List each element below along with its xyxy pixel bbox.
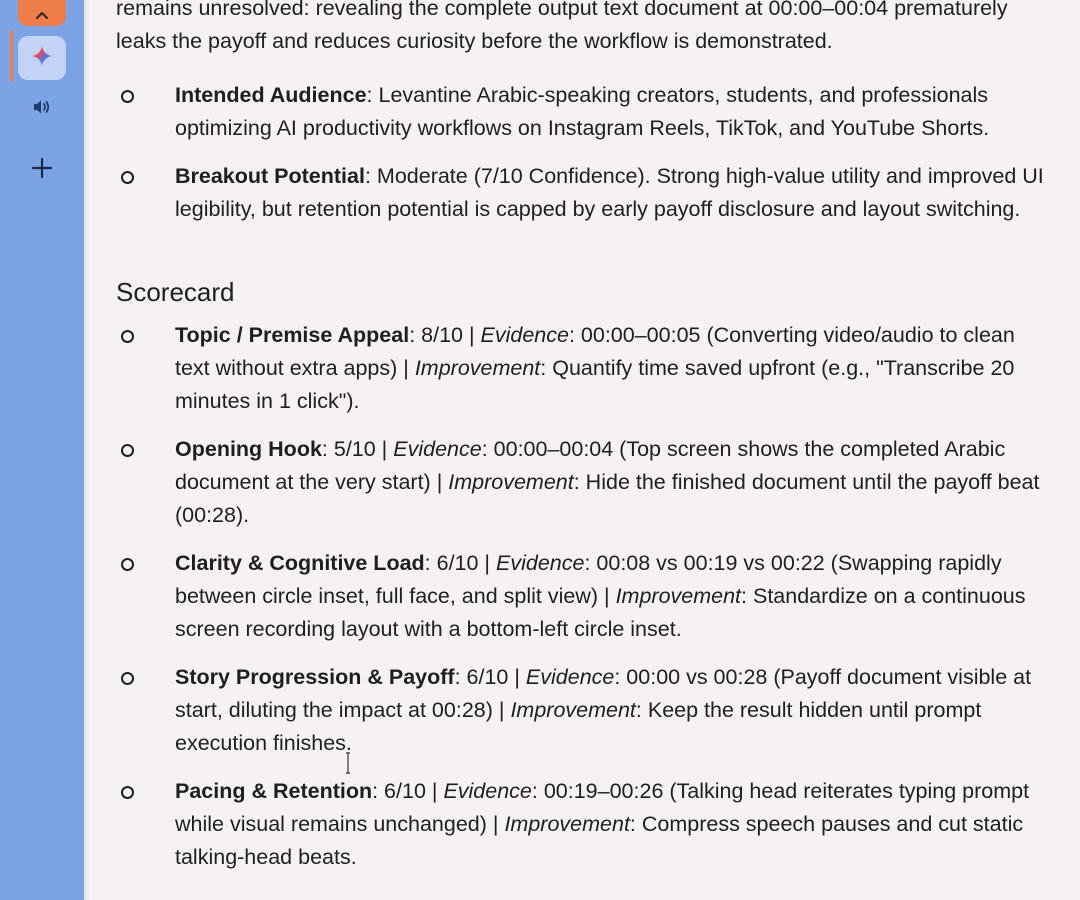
item-improvement: : Compress speech pauses and cut static talking-head beats. bbox=[175, 812, 1024, 869]
gemini-button[interactable] bbox=[18, 36, 66, 80]
item-evidence: : 00:19–00:26 (Talking head reiterates typing prompt while visual remains unchanged) | bbox=[175, 779, 1030, 836]
item-text: Levantine Arabic-speaking creators, students, and professionals optimizing AI productivity workflows on Instagram Reels, TikTok, and YouTube Shorts. bbox=[175, 83, 990, 140]
intro-paragraph: remains unresolved: revealing the complete output text document at 00:00–00:04 prematurely leaks the payoff and reduces curiosity before the workflow is demonstrated. bbox=[116, 0, 1008, 53]
evidence-label: Evidence bbox=[393, 437, 482, 461]
improvement-label: Improvement bbox=[504, 812, 630, 836]
list-item bbox=[116, 79, 1046, 145]
bullet-circle-icon bbox=[121, 444, 134, 457]
item-evidence: : 00:00–00:04 (Top screen shows the completed Arabic document at the very start) | bbox=[175, 437, 1006, 494]
list-item bbox=[116, 433, 1046, 532]
response-content bbox=[116, 0, 1046, 889]
item-evidence: : 00:00–00:05 (Converting video/audio to clean text without extra apps) | bbox=[175, 323, 1015, 380]
improvement-label: Improvement bbox=[448, 470, 574, 494]
item-score: : 6/10 | bbox=[454, 665, 526, 689]
improvement-label: Improvement bbox=[615, 584, 742, 608]
item-label: Topic / Premise Appeal bbox=[175, 323, 410, 347]
add-button[interactable] bbox=[27, 155, 57, 185]
item-evidence: : 00:00 vs 00:28 (Payoff document visible at start, diluting the impact at 00:28) | bbox=[175, 665, 1032, 722]
bullet-circle-icon bbox=[121, 171, 134, 184]
item-text: Moderate (7/10 Confidence). Strong high-value utility and improved UI legibility, but retention potential is capped by early payoff disclosure and layout switching. bbox=[175, 164, 1044, 221]
speaker-icon bbox=[32, 98, 52, 121]
list-item bbox=[116, 160, 1046, 226]
item-label: Intended Audience bbox=[175, 83, 367, 107]
bullet-circle-icon bbox=[121, 672, 134, 685]
item-label: Breakout Potential bbox=[175, 164, 365, 188]
item-label: Clarity & Cognitive Load bbox=[175, 551, 425, 575]
item-score: : 5/10 | bbox=[321, 437, 394, 461]
item-label: Pacing & Retention bbox=[175, 779, 373, 803]
audio-button[interactable] bbox=[29, 98, 55, 120]
evidence-label: Evidence bbox=[480, 323, 569, 347]
text-cursor-icon bbox=[345, 752, 351, 774]
item-separator: : bbox=[364, 164, 377, 188]
sparkle-icon bbox=[31, 45, 53, 72]
plus-icon bbox=[31, 157, 53, 184]
list-item bbox=[116, 775, 1046, 874]
item-improvement: : Standardize on a continuous screen recording layout with a bottom-left circle inset. bbox=[175, 584, 1026, 641]
item-improvement: : Quantify time saved upfront (e.g., "Transcribe 20 minutes in 1 click"). bbox=[175, 356, 1015, 413]
chevron-up-icon bbox=[35, 10, 49, 20]
bullet-circle-icon bbox=[121, 786, 134, 799]
item-evidence: : 00:08 vs 00:19 vs 00:22 (Swapping rapidly between circle inset, full face, and split view) | bbox=[175, 551, 1002, 608]
evidence-label: Evidence bbox=[496, 551, 585, 575]
item-score: : 6/10 | bbox=[372, 779, 444, 803]
summary-list bbox=[116, 79, 1046, 226]
list-item bbox=[116, 661, 1046, 760]
list-item bbox=[116, 547, 1046, 646]
item-separator: : bbox=[366, 83, 379, 107]
collapse-button[interactable] bbox=[18, 0, 66, 26]
item-improvement: : Hide the finished document until the payoff beat (00:28). bbox=[175, 470, 1040, 527]
item-score: : 8/10 | bbox=[409, 323, 481, 347]
evidence-label: Evidence bbox=[443, 779, 532, 803]
bullet-circle-icon bbox=[121, 90, 134, 103]
item-score: : 6/10 | bbox=[424, 551, 496, 575]
item-improvement: : Keep the result hidden until prompt execution finishes. bbox=[175, 698, 982, 755]
item-label: Opening Hook bbox=[175, 437, 322, 461]
bullet-circle-icon bbox=[121, 330, 134, 343]
improvement-label: Improvement bbox=[414, 356, 541, 380]
side-rail bbox=[0, 0, 84, 900]
bullet-circle-icon bbox=[121, 558, 134, 571]
scorecard-list bbox=[116, 319, 1046, 874]
rail-shadow bbox=[84, 0, 90, 900]
scorecard-heading: Scorecard bbox=[116, 277, 235, 307]
evidence-label: Evidence bbox=[525, 665, 615, 689]
active-indicator bbox=[10, 30, 13, 82]
list-item bbox=[116, 319, 1046, 418]
item-label: Story Progression & Payoff bbox=[175, 665, 455, 689]
improvement-label: Improvement bbox=[510, 698, 636, 722]
